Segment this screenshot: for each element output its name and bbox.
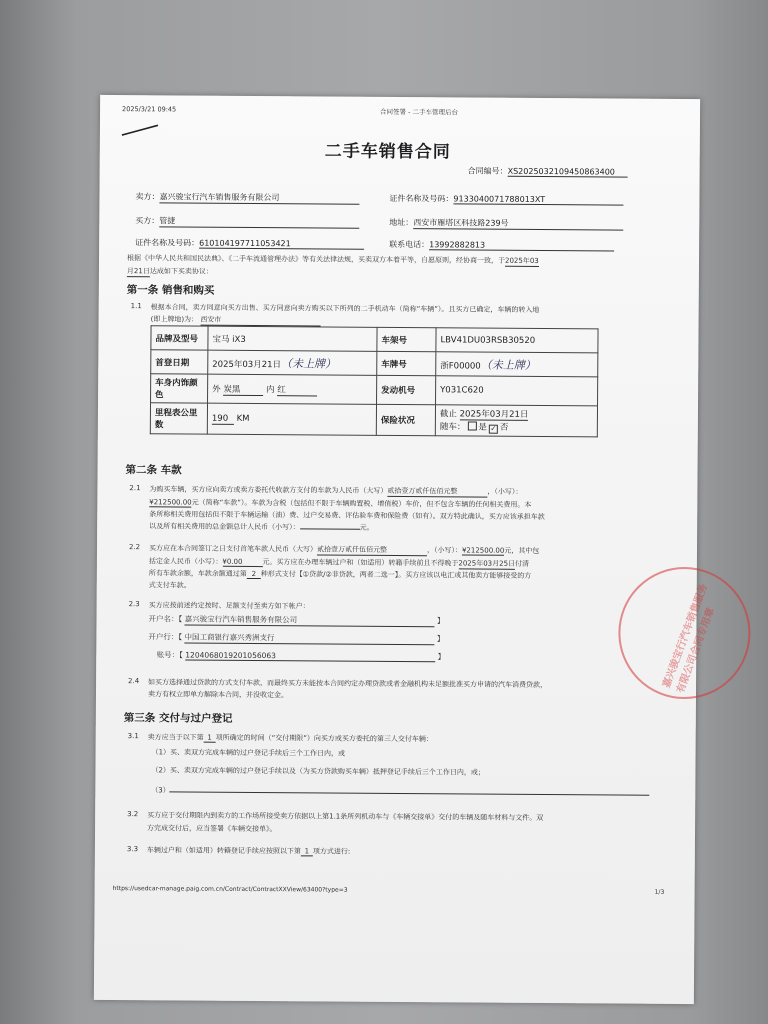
p33-item: 1 [301,847,313,856]
p22-line-3 [149,568,531,581]
p22-text-1c: 元，其中包 [504,546,540,555]
phone-label: 联系电话： [389,239,430,250]
p21-num: 2.1 [129,484,141,493]
p22-deposit: ¥0.00 [222,558,262,567]
buyer-label: 买方： [135,216,160,226]
plate-handwritten-note: （未上牌） [480,358,536,372]
p33-line-1 [147,845,350,856]
mileage-cell [207,403,376,435]
account-name: 嘉兴骏宝行汽车销售服务有限公司 [185,614,435,628]
buyer-row [135,215,359,229]
intro-text-2: 达成如下买卖协议： [149,267,213,276]
insurance-label: 保险状况 [376,404,435,435]
p22-text-2a: 括定金人民币（小写）： [148,557,223,566]
pen-mark-icon [120,123,160,137]
p22-text-1a: 买方应在本合同签订之日支付首笔车款人民币（大写） [148,544,318,554]
article-1-heading: 第一条 销售和购买 [126,284,215,297]
p21-text-2: 元（简称“车款”）。车款为含税（包括但不限于车辆购置税、增值税）车价，但不包含车辆的任何相关费用。本 [191,498,532,509]
p21-total-blank [300,528,360,529]
p21-text-4a: 以及所有相关费用的总金额总计人民币（小写）： [149,522,300,532]
table-row [151,374,598,406]
insurance-until: 2025年03月21日 [459,409,529,420]
brand-label: 品牌及型号 [151,326,208,350]
print-datetime: 2025/3/21 09:45 [122,105,177,114]
p21-text-1b: ，（小写）： [487,487,523,496]
print-page-number: 1/3 [654,888,665,896]
mileage-value: 190 [212,413,234,424]
print-page-title: 合同签署 - 二手车管理后台 [380,107,459,117]
intro-text-1: 根据《中华人民共和国民法典》、《二手车流通管理办法》等有关法律法规，买卖双方本着平等，自愿原则，经协商一致，于 [126,254,506,265]
color-int: 红 [277,383,317,396]
p21-line-4 [149,521,374,533]
p31-num: 3.1 [127,732,139,741]
yes-label: 是 [478,422,487,433]
table-row [151,326,598,353]
print-url: https://usedcar-manage.paig.com.cn/Contract/ContractXXView/63400?type=3 [112,885,348,894]
art1-text-2a: (即上牌地)为： [150,315,199,324]
phone: 13992882813 [429,240,614,251]
seller-id-row [389,193,623,206]
engine-label: 发动机号 [377,375,436,404]
address-label: 地址： [389,217,414,228]
plate-cell [436,352,598,377]
contract-no-label: 合同编号： [467,166,508,176]
reg-date-handwritten-note: （未上牌） [281,356,337,371]
p22-text-2b: 元。买方应在办理车辆过户和（如适用）转籍手续前且不得晚于 [262,558,459,568]
color-label-b: 色 [155,390,164,401]
p21-line-3: 条所称相关费用包括但不限于车辆运输（油）费、过户交易费、评估验车费和保险费（如有）。双方特此确认，买方应该承担车款 [149,510,545,522]
vehicle-table [150,325,599,437]
seller-id: 9133040071788​013XT [453,194,623,205]
p31-option-3-label: （3） [151,786,170,795]
p31-line-1 [148,732,433,744]
address-row [389,217,623,231]
p23-line-1: 买方应按前述约定按时、足额支付至卖方如下帐户： [148,601,310,611]
p23-name-row: 开户名：【 嘉兴骏宝行汽车销售服务有限公司 】 [148,614,445,626]
color-label [151,374,208,403]
p31-text-1a: 卖方应当于以下第 [147,733,204,742]
p22-method: 2 [247,570,261,579]
buyer-name: 管捷 [159,215,359,228]
plate-value: 浙F00000 [440,360,481,372]
seller-id-label: 证件名称及号码： [389,193,454,204]
buyer-id-row [135,237,364,250]
color-cell [208,374,377,404]
p31-text-1b: 项所确定的时间（“交付期限”）向买方或买方委托的第三人交付车辆： [215,733,433,744]
company-seal-stamp [618,567,751,700]
p23-acct-label: 账号： [156,650,180,660]
plate-label: 车牌号 [377,351,436,375]
no-label: 否 [499,422,509,433]
intro-date-a: 2025年03 [504,256,539,265]
art1-num: 1.1 [130,302,142,311]
p22-line-4: 式支付车款。 [148,581,191,590]
p23-bank-row: 开户行：【 中国工商银行嘉兴秀洲支行 】 [148,632,445,644]
art1-text-1: 根据本合同，卖方同意向买方出售、买方同意向卖方购买以下所列的二手机动车（简称“车辆”）。且买方已确定，车辆的转入地 [150,303,540,314]
p22-text-1b: ，（小写）： [426,546,463,555]
mileage-label-b: 数 [154,420,164,431]
address: 西安市雁塔区科技路239号 [413,217,623,230]
contract-no: XS20250321094508634​00 [508,167,628,178]
p24-line-2: 卖方有权立即单方解除本合同，并没收定金。 [147,690,289,700]
reg-date-cell [208,350,377,375]
p22-num: 2.2 [128,543,141,552]
color-ext: 炭黑 [223,382,263,395]
p22-text-3b: 种形式支付【①贷款/②非贷款，两者二选一】。买方应该以电汇或其他卖方能够接受的方 [260,570,532,580]
article-3-heading: 第三条 交付与过户登记 [123,712,233,725]
yes-checkbox [467,421,476,430]
p22-line-1 [149,543,539,557]
buyer-id: 610104197711053421 [199,239,364,250]
phone-row [389,239,614,252]
insurance-cell [435,405,597,437]
p24-line-1: 如买方选择通过贷款的方式支付车款，而最终买方未能按本合同约定办理贷款或者金融机构未足额批准买方申请的汽车消费贷款， [148,678,548,690]
mileage-label [150,403,207,434]
vin-value: LBV41DU03RSB30520 [436,328,598,353]
intro-date-b: 月21日 [126,267,150,276]
p31-item: 1 [204,734,216,743]
p23-name-label: 开户名： [148,614,179,624]
p23-num: 2.3 [128,600,140,609]
insurance-until-label: 截止 [439,409,457,420]
p32-line-2: 方完成交付后，应当签署《车辆交接单》。 [147,824,277,834]
color-label-a: 车身内饰颜 [155,378,198,389]
buyer-id-label: 证件名称及号码： [135,238,200,248]
p22-cn-amount: 贰拾壹万贰仟伍佰元整 [317,544,427,556]
seller-name: 嘉兴骏宝行汽车销售服务有限公司 [159,191,359,204]
p31-option-1: （1）买、卖双方完成车辆的过户登记手续后三个工作日内，或 [151,748,346,758]
brand-value: 宝马 iX3 [208,326,377,351]
table-row [150,403,597,437]
p22-amount: ¥212500.00 [461,546,505,555]
p21-line-2 [149,497,531,510]
intro-line-2 [127,266,213,278]
engine-value: Y031C620 [436,376,598,406]
p21-amount: ¥212500.00 [149,498,192,507]
p31-option-3 [151,785,650,798]
contract-title: 二手车销售合同 [324,141,451,163]
no-checkbox-checked: ✓ [490,424,497,433]
p23-bank-label: 开户行： [148,632,179,642]
p32-line-1: 买方应于交付期限内到卖方的工作场所接受卖方依据以上第1.1条所列机动车与《车辆交接单》交付的车辆及随车材料与文件。双 [147,811,544,823]
transfer-city: 西安市 [200,315,320,327]
p22-text-3a: 所有车款余额，车款余额通过第 [148,569,247,578]
seller-row [135,191,359,205]
p21-text-4b: 元。 [359,523,374,532]
table-row [151,350,598,377]
with-car-label: 随车： [439,422,466,433]
p21-cn-amount: 贰拾壹万贰仟伍佰元整 [387,486,487,498]
account-number: 1204068019201056063 [185,651,435,663]
intro-line-1 [127,253,539,267]
mileage-unit: KM [236,413,250,424]
p24-num: 2.4 [128,677,140,686]
p31-option-2: （2）买、卖双方完成车辆的过户登记手续以及（为买方贷款购买车辆）抵押登记手续后三个工作日内，或； [151,766,485,777]
seal-text: 嘉兴骏宝行汽车销售服务有限公司合同专用章 [661,582,717,695]
mileage-label-a: 里程表公里 [154,408,198,419]
p32-num: 3.2 [127,810,139,819]
reg-date-label: 首登日期 [151,350,208,374]
p31-option-3-blank [170,791,650,795]
seller-label: 卖方： [135,192,160,202]
p33-num: 3.3 [126,845,139,854]
contract-sheet [94,95,717,1004]
color-int-label: 内 [266,384,275,395]
account-bank: 中国工商银行嘉兴秀洲支行 [184,632,434,646]
color-ext-label: 外 [212,384,221,395]
contract-no-row [468,165,628,177]
vin-label: 车架号 [377,327,436,351]
p21-line-1 [149,484,522,498]
reg-date-value: 2025年03月21日 [212,359,282,370]
p22-text-2c: 付清 [515,559,530,568]
p23-acct-row: 账号：【 1204068019201056063 】 [156,650,446,662]
p21-text-1a: 为购买车辆，买方应向卖方或卖方委托代收款方支付的车款为人民币（大写） [149,485,388,495]
p22-deadline: 2025年03月25日 [458,559,516,568]
p33-text-1a: 车辆过户和（如适用）转籍登记手续应按照以下第 [146,846,301,856]
p33-text-1b: 项方式进行: [312,847,351,856]
article-2-heading: 第二条 车款 [125,464,182,477]
